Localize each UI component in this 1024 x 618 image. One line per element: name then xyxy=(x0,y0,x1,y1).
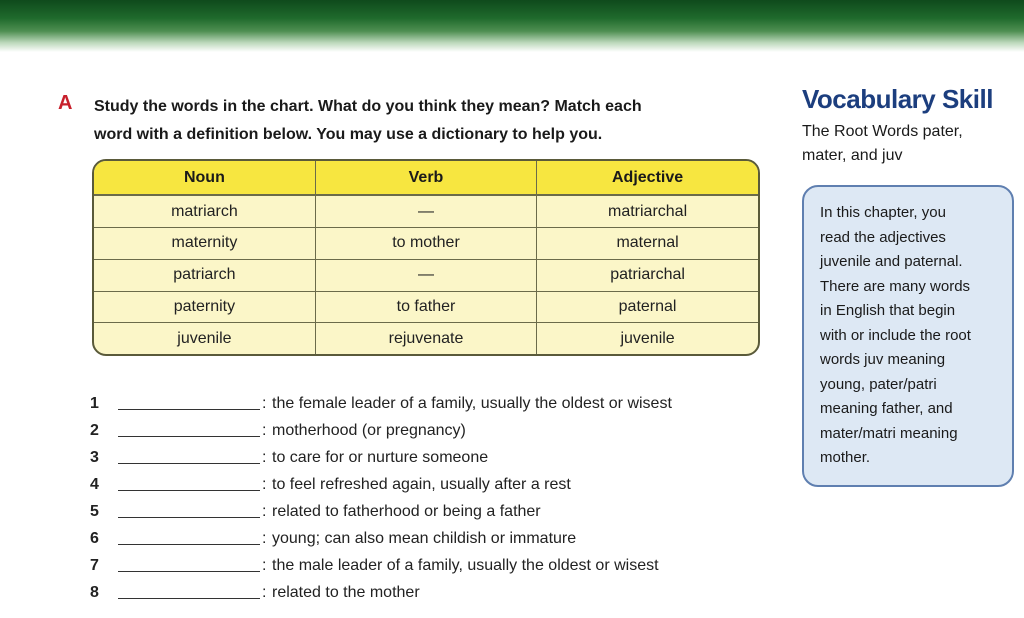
cell-noun: paternity xyxy=(94,291,315,323)
table-row xyxy=(94,291,758,323)
sidebar-title: Vocabulary Skill xyxy=(802,84,993,114)
table-row xyxy=(94,228,758,260)
definition-text: related to fatherhood or being a father xyxy=(272,503,541,520)
colon: : xyxy=(262,584,267,601)
header-verb: Verb xyxy=(315,161,536,195)
note-line: in English that begin xyxy=(820,302,956,319)
cell-verb: rejuvenate xyxy=(315,323,536,354)
definition-list xyxy=(90,390,790,606)
header-noun: Noun xyxy=(94,161,315,195)
exercise-letter: A xyxy=(58,92,73,114)
subtitle-line: mater, and juv xyxy=(802,147,903,164)
word-chart xyxy=(92,159,760,356)
answer-blank[interactable] xyxy=(118,571,260,572)
note-line: In this chapter, you xyxy=(820,204,946,221)
definition-text: to feel refreshed again, usually after a rest xyxy=(272,476,571,493)
answer-blank[interactable] xyxy=(118,409,260,410)
definition-item xyxy=(90,471,790,498)
definition-number: 3 xyxy=(90,449,99,466)
answer-blank[interactable] xyxy=(118,517,260,518)
answer-blank[interactable] xyxy=(118,598,260,599)
cell-adjective: paternal xyxy=(537,291,758,323)
answer-blank[interactable] xyxy=(118,544,260,545)
definition-number: 1 xyxy=(90,395,99,412)
instruction-line: Study the words in the chart. What do you think they mean? Match each xyxy=(94,98,642,115)
note-line: mother. xyxy=(820,449,871,466)
answer-blank[interactable] xyxy=(118,490,260,491)
exercise-instructions xyxy=(94,93,774,149)
note-line: There are many words xyxy=(820,277,971,295)
cell-verb: to mother xyxy=(315,228,536,260)
definition-text: motherhood (or pregnancy) xyxy=(272,422,466,439)
colon: : xyxy=(262,395,267,412)
note-line: meaning father, and xyxy=(820,400,953,417)
colon: : xyxy=(262,530,267,547)
definition-item xyxy=(90,498,790,525)
definition-item xyxy=(90,552,790,579)
table-row xyxy=(94,259,758,291)
definition-number: 4 xyxy=(90,476,99,493)
definition-item xyxy=(90,525,790,552)
definition-text: related to the mother xyxy=(272,584,420,601)
note-line: with or include the root xyxy=(820,326,971,344)
answer-blank[interactable] xyxy=(118,436,260,437)
definition-number: 7 xyxy=(90,557,99,574)
definition-text: young; can also mean childish or immature xyxy=(272,530,577,547)
cell-adjective: matriarchal xyxy=(537,195,758,228)
definition-number: 5 xyxy=(90,503,99,520)
note-line: read the adjectives xyxy=(820,228,946,246)
note-line: mater/matri meaning xyxy=(820,424,958,442)
definition-item xyxy=(90,579,790,606)
word-chart-table xyxy=(94,161,758,354)
table-row xyxy=(94,195,758,228)
cell-verb: to father xyxy=(315,291,536,323)
colon: : xyxy=(262,503,267,520)
definition-number: 2 xyxy=(90,422,99,439)
definition-text: to care for or nurture someone xyxy=(272,449,489,466)
definition-item xyxy=(90,417,790,444)
definition-text: the male leader of a family, usually the oldest or wisest xyxy=(272,557,659,574)
cell-noun: maternity xyxy=(94,228,315,260)
subtitle-line: The Root Words pater, xyxy=(802,123,963,140)
note-line: words juv meaning xyxy=(820,351,946,368)
colon: : xyxy=(262,449,267,466)
vocabulary-note-box xyxy=(802,185,1014,487)
definition-text: the female leader of a family, usually the oldest or wisest xyxy=(272,395,672,412)
decorative-top-band xyxy=(0,0,1024,52)
definition-item xyxy=(90,444,790,471)
definition-number: 6 xyxy=(90,530,99,547)
table-row xyxy=(94,323,758,354)
cell-noun: patriarch xyxy=(94,259,315,291)
cell-noun: matriarch xyxy=(94,195,315,228)
instruction-line: word with a definition below. You may use a dictionary to help you. xyxy=(94,126,603,143)
colon: : xyxy=(262,422,267,439)
header-adjective: Adjective xyxy=(537,161,758,195)
cell-noun: juvenile xyxy=(94,323,315,354)
cell-verb: — xyxy=(315,259,536,291)
sidebar-subtitle xyxy=(802,120,992,168)
colon: : xyxy=(262,476,267,493)
cell-adjective: patriarchal xyxy=(537,259,758,291)
cell-adjective: juvenile xyxy=(620,329,675,347)
colon: : xyxy=(262,557,267,574)
note-line: young, pater/patri xyxy=(820,375,937,393)
note-line: juvenile and paternal. xyxy=(820,253,963,270)
cell-verb: — xyxy=(315,195,536,228)
answer-blank[interactable] xyxy=(118,463,260,464)
cell-adjective: maternal xyxy=(537,228,758,260)
definition-item xyxy=(90,390,790,417)
table-header-row xyxy=(94,161,758,195)
definition-number: 8 xyxy=(90,584,99,601)
